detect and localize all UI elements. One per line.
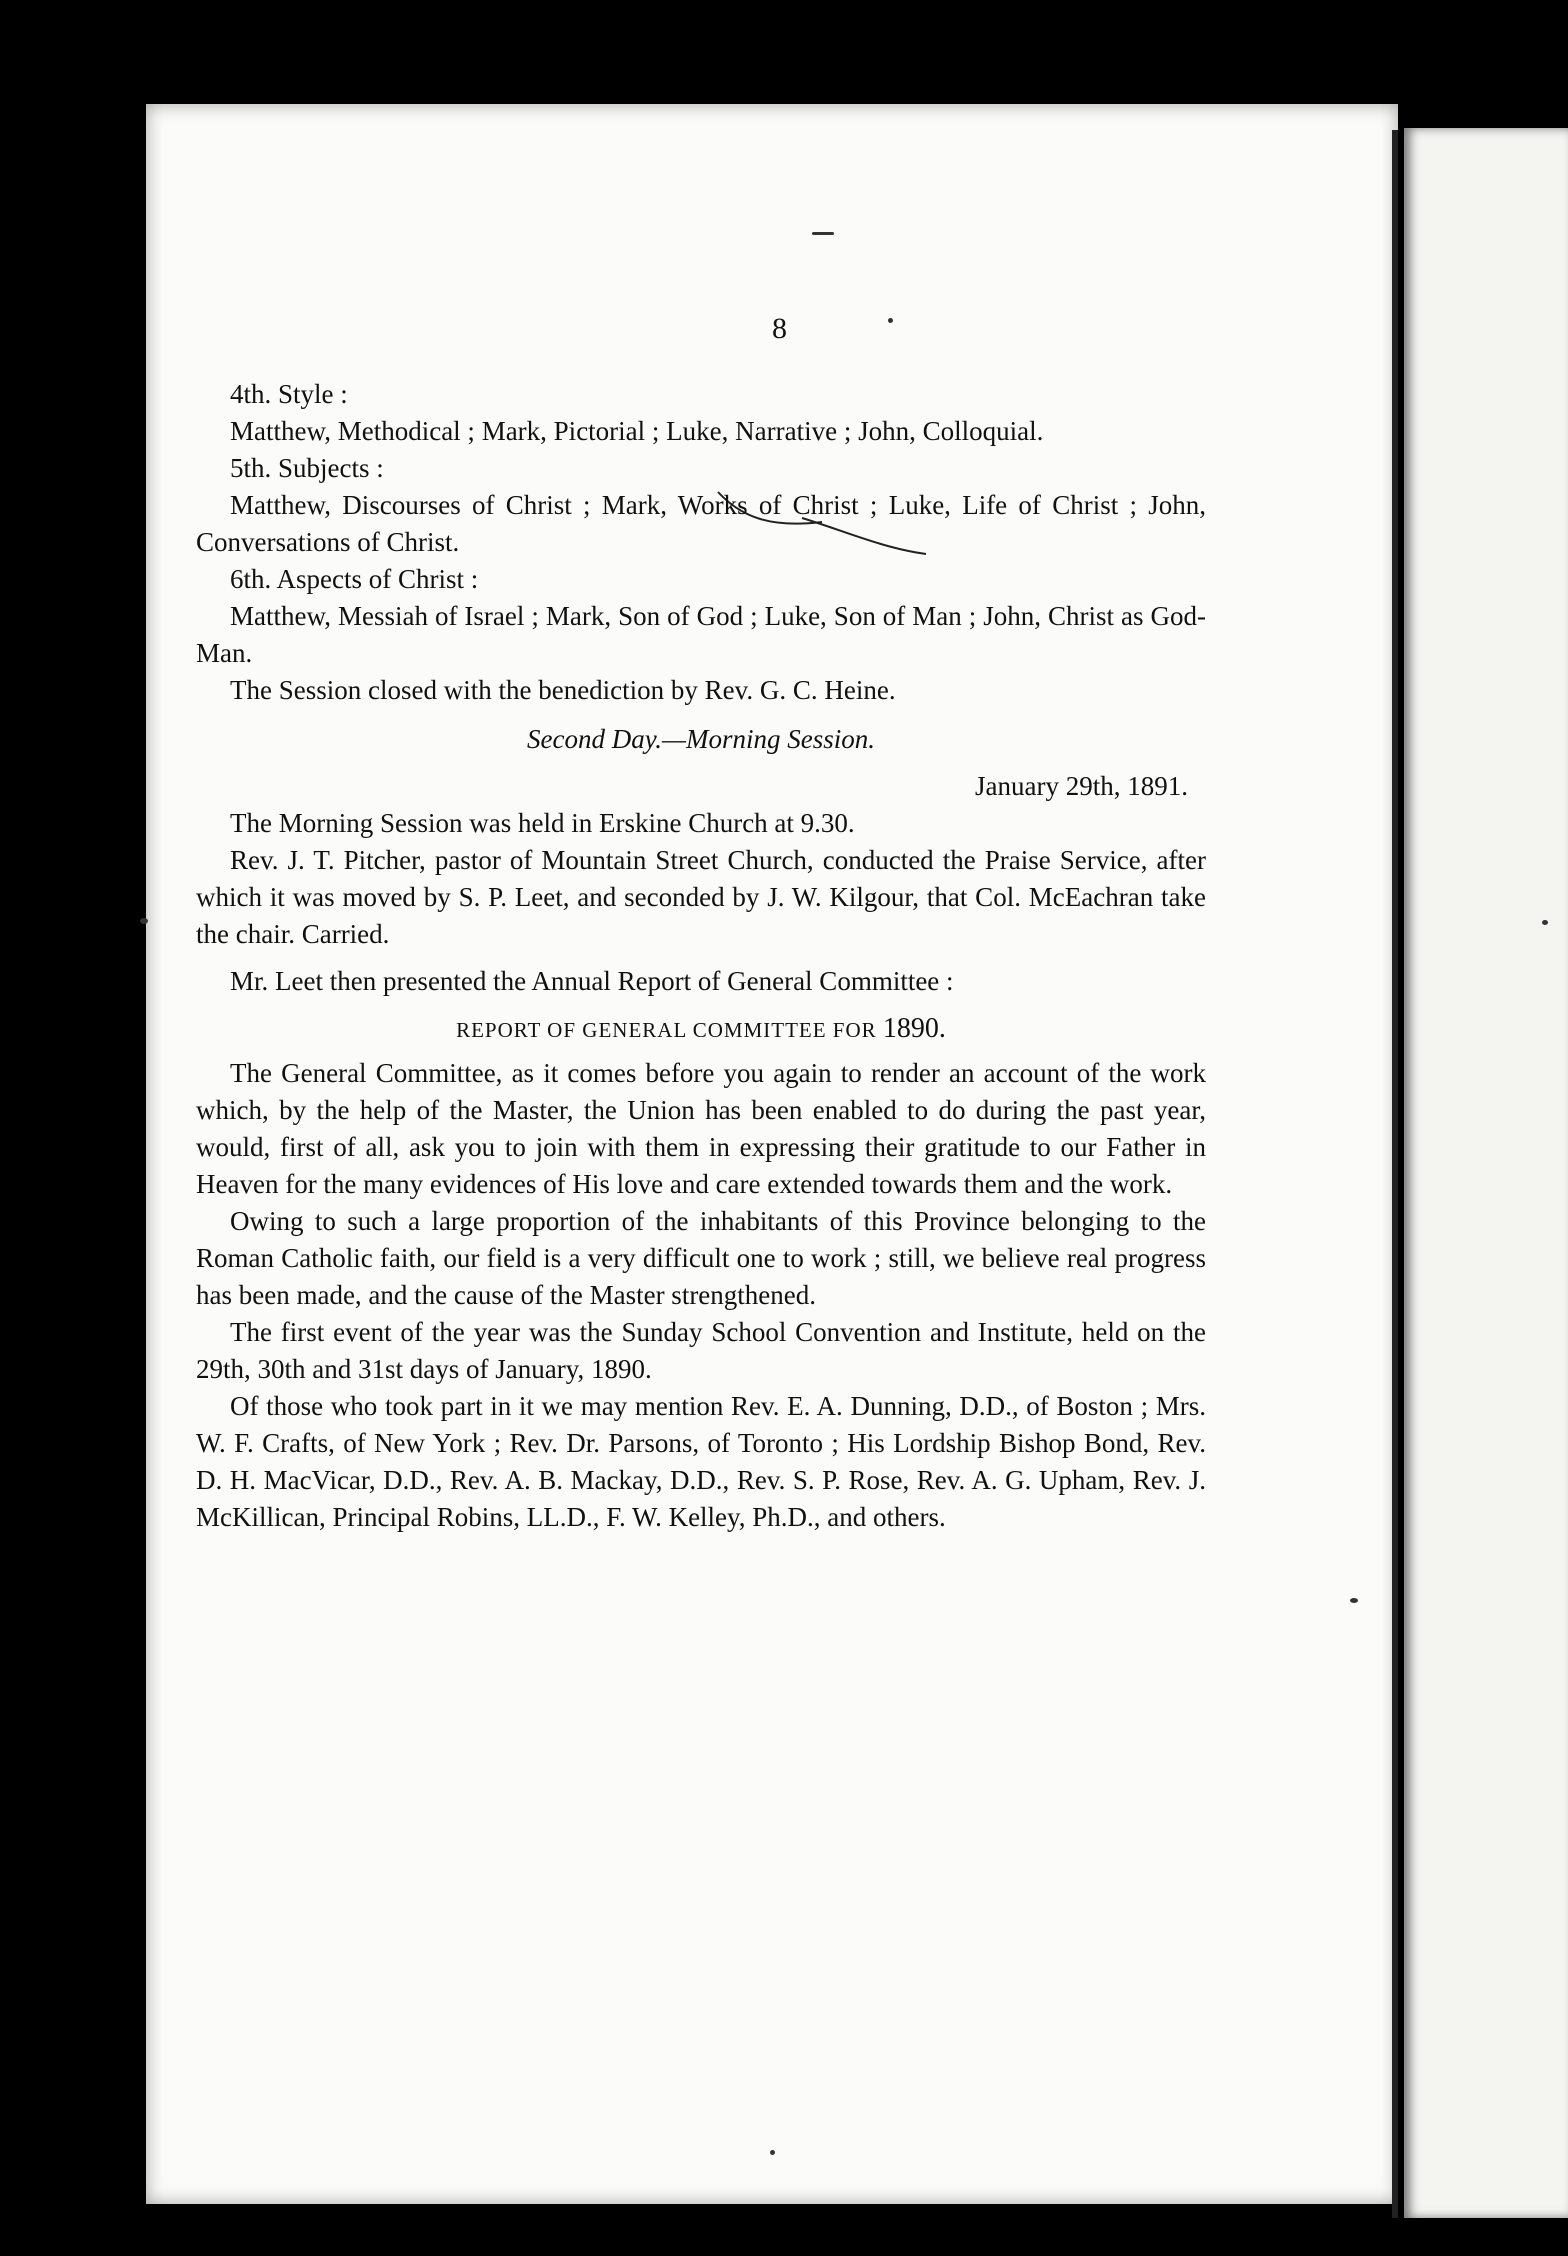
aspects-paragraph: Matthew, Messiah of Israel ; Mark, Son of God ; Luke, Son of Man ; John, Christ as God-Man. [196, 601, 1206, 668]
date-line: January 29th, 1891. [975, 771, 1188, 801]
scan-speck [140, 918, 148, 924]
document-body [196, 310, 1206, 1536]
report-heading-year: 1890. [882, 1013, 946, 1044]
section-heading-subjects: 5th. Subjects : [230, 453, 384, 483]
report-heading-text: REPORT OF GENERAL COMMITTEE FOR [456, 1018, 877, 1042]
report-paragraph-1: The General Committee, as it comes before you again to render an account of the work which, by the help of the Master, the Union has been enabled to do during the past year, would, first of all, ask you to join with them in expressing their gratitude to our Father in Heaven for the many evidences of His love and care extended towards them and the work. [196, 1058, 1206, 1199]
report-paragraph-3: The first event of the year was the Sunday School Convention and Institute, held on the 29th, 30th and 31st days of January, 1890. [196, 1317, 1206, 1384]
pitcher-paragraph: Rev. J. T. Pitcher, pastor of Mountain Street Church, conducted the Praise Service, after which it was moved by S. P. Leet, and seconded by J. W. Kilgour, that Col. McEachran take the chair. Carried. [196, 845, 1206, 949]
scan-speck [1542, 920, 1548, 925]
section-heading-style: 4th. Style : [230, 379, 348, 409]
scan-speck [1350, 1598, 1358, 1603]
second-day-heading: Second Day.—Morning Session. [527, 724, 875, 754]
scan-speck [812, 232, 834, 235]
section-heading-aspects: 6th. Aspects of Christ : [230, 564, 479, 594]
report-paragraph-4: Of those who took part in it we may mention Rev. E. A. Dunning, D.D., of Boston ; Mrs. W. F. Crafts, of New York ; Rev. Dr. Parsons, of Toronto ; His Lordship Bishop Bond, Rev. D. H. MacVicar, D.D., Rev. A. B. Mackay, D.D., Rev. S. P. Rose, Rev. A. G. Upham, Rev. J. McKillican, Principal Robins, LL.D., F. W. Kelley, Ph.D., and others. [196, 1391, 1206, 1532]
style-paragraph: Matthew, Methodical ; Mark, Pictorial ; Luke, Narrative ; John, Colloquial. [230, 416, 1044, 446]
subjects-paragraph: Matthew, Discourses of Christ ; Mark, Works of Christ ; Luke, Life of Christ ; John, Conversations of Christ. [196, 490, 1206, 557]
morning-session-line: The Morning Session was held in Erskine Church at 9.30. [230, 808, 855, 838]
page-number: 8 [772, 312, 787, 345]
report-heading [196, 1010, 1206, 1049]
facing-page-edge [1404, 128, 1568, 2218]
page-gutter [1392, 130, 1398, 2218]
report-paragraph-2: Owing to such a large proportion of the inhabitants of this Province belonging to the Roman Catholic faith, our field is a very difficult one to work ; still, we believe real progress has been made, and the cause of the Master strengthened. [196, 1206, 1206, 1310]
session-closed-line: The Session closed with the benediction by Rev. G. C. Heine. [230, 675, 896, 705]
scan-speck [770, 2150, 775, 2155]
leet-line: Mr. Leet then presented the Annual Report of General Committee : [230, 966, 954, 996]
